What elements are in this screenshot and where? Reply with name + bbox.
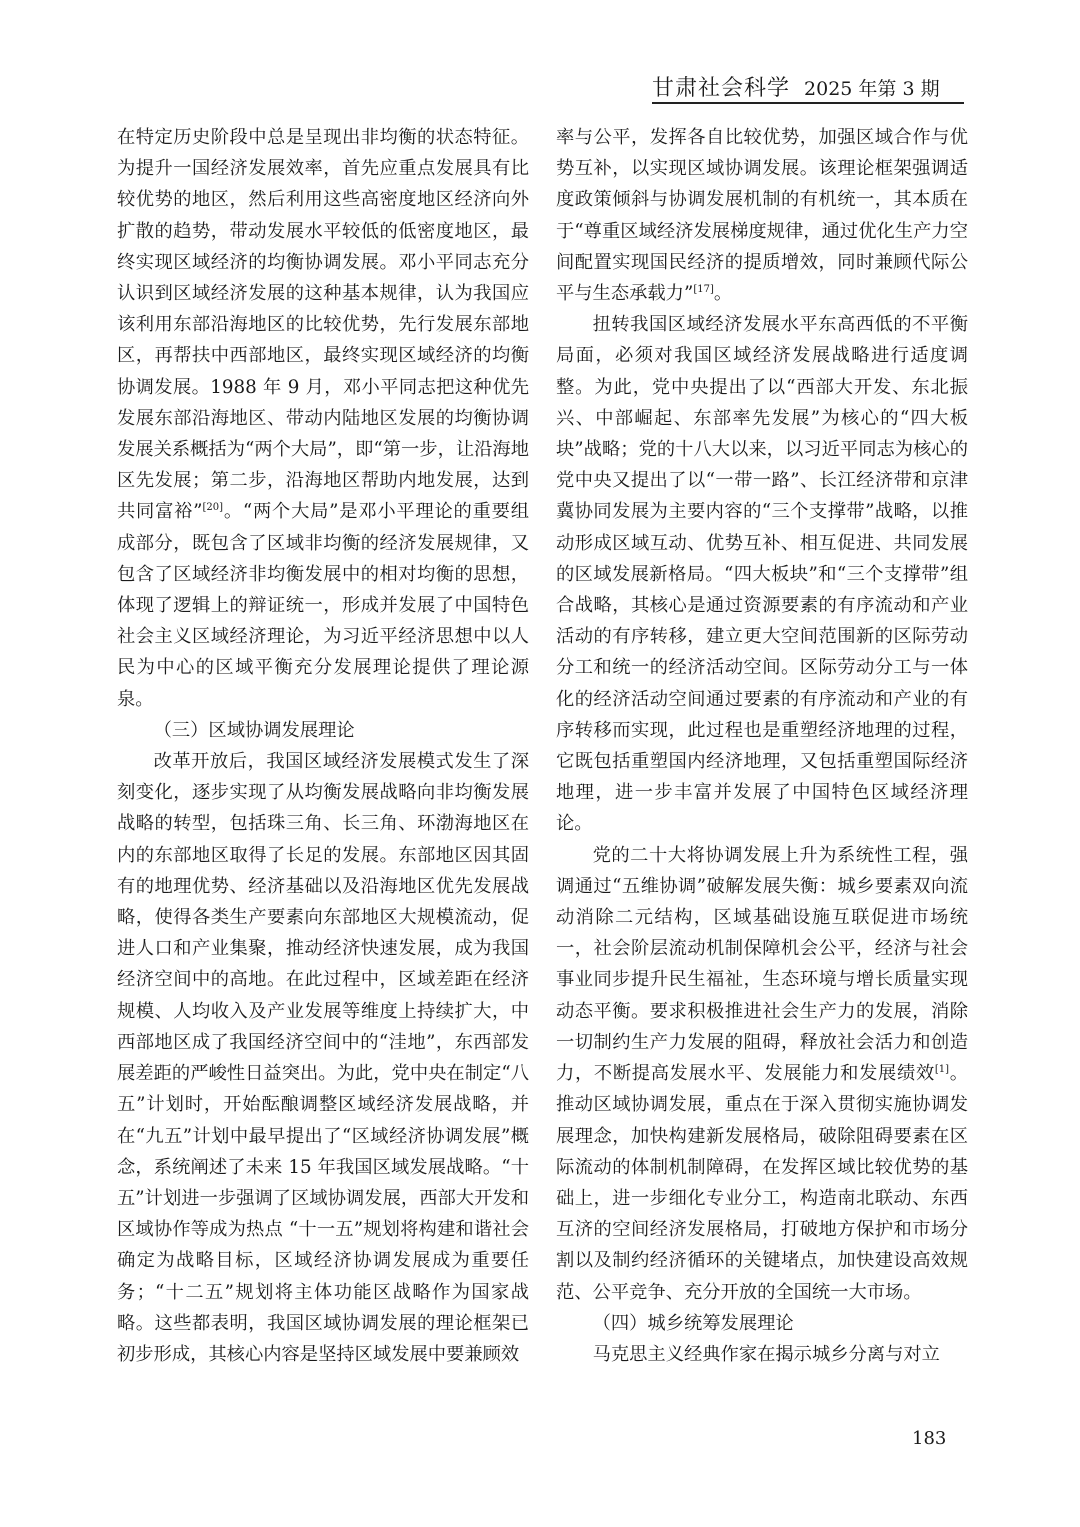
citation-ref: [1]: [934, 1064, 950, 1075]
paragraph: 率与公平，发挥各自比较优势，加强区域合作与优势互补，以实现区域协调发展。该理论框架强调适度政策倾斜与协调发展机制的有机统一，其本质在于“尊重区域经济发展梯度规律，通过优化生产力空间配置实现国民经济的提质增效，同时兼顾代际公平与生态承载力”[17]。: [556, 127, 968, 305]
paragraph: 扭转我国区域经济发展水平东高西低的不平衡局面，必须对我国区域经济发展战略进行适度调整。为此，党中央提出了以“西部大开发、东北振兴、中部崛起、东部率先发展”为核心的“四大板块”战略；党的十八大以来，以习近平同志为核心的党中央又提出了以“一带一路”、长江经济带和京津冀协同发展为主要内容的“三个支撑带”战略，以推动形成区域互动、优势互补、相互促进、共同发展的区域发展新格局。“四大板块”和“三个支撑带”组合战略，其核心是通过资源要素的有序流动和产业活动的有序转移，建立更大空间范围新的区际劳动分工和统一的经济活动空间。区际劳动分工与一体化的经济活动空间通过要素的有序流动和产业的有序转移而实现，此过程也是重塑经济地理的过程，它既包括重塑国内经济地理，又包括重塑国际经济地理，进一步丰富并发展了中国特色区域经济理论。: [556, 314, 968, 835]
section-heading: （四）城乡统筹发展理论: [592, 1312, 794, 1334]
left-column: [117, 122, 529, 1370]
section-heading: （三）区域协调发展理论: [153, 719, 355, 741]
right-column: [556, 122, 968, 1370]
running-header: [652, 76, 964, 104]
citation-ref: [17]: [693, 283, 714, 295]
paragraph: 党的二十大将协调发展上升为系统性工程，强调通过“五维协调”破解发展失衡：城乡要素双向流动消除二元结构，区域基础设施互联促进市场统一，社会阶层流动机制保障机会公平，经济与社会事业同步提升民生福祉，生态环境与增长质量实现动态平衡。要求积极推进社会生产力的发展，消除一切制约生产力发展的阻碍，释放社会活力和创造力，不断提高发展水平、发展能力和发展绩效[1]。推动区域协调发展，重点在于深入贯彻实施协调发展理念，加快构建新发展格局，破除阻碍要素在区际流动的体制机制障碍，在发挥区域比较优势的基础上，进一步细化专业分工，构造南北联动、东西互济的空间经济发展格局，打破地方保护和市场分割以及制约经济循环的关键堵点，加快建设高效规范、公平竞争、充分开放的全国统一大市场。: [556, 844, 969, 1303]
paragraph: 马克思主义经典作家在揭示城乡分离与对立: [592, 1343, 940, 1365]
citation-ref: [20]: [202, 502, 224, 514]
paragraph: 在特定历史阶段中总是呈现出非均衡的状态特征。为提升一国经济发展效率，首先应重点发展具有比较优势的地区，然后利用这些高密度地区经济向外扩散的趋势，带动发展水平较低的低密度地区，最终实现区域经济的均衡协调发展。邓小平同志充分认识到区域经济发展的这种基本规律，认为我国应该利用东部沿海地区的比较优势，先行发展东部地区，再帮扶中西部地区，最终实现区域经济的均衡协调发展。1988 年 9 月，邓小平同志把这种优先发展东部沿海地区、带动内陆地区发展的均衡协调发展关系概括为“两个大局”，即“第一步，让沿海地区先发展；第二步，沿海地区帮助内地发展，达到共同富裕”[20]。“两个大局”是邓小平理论的重要组成部分，既包含了区域非均衡的经济发展规律，又包含了区域经济非均衡发展中的相对均衡的思想，体现了逻辑上的辩证统一，形成并发展了中国特色社会主义区域经济理论，为习近平经济思想中以人民为中心的区域平衡充分发展理论提供了理论源泉。: [117, 127, 529, 710]
journal-title: 甘肃社会科学: [652, 76, 791, 101]
page-number: 183: [912, 1428, 947, 1449]
paragraph: 改革开放后，我国区域经济发展模式发生了深刻变化，逐步实现了从均衡发展战略向非均衡发展战略的转型，包括珠三角、长三角、环渤海地区在内的东部地区取得了长足的发展。东部地区因其固有的地理优势、经济基础以及沿海地区优先发展战略，使得各类生产要素向东部地区大规模流动，促进人口和产业集聚，推动经济快速发展，成为我国经济空间中的高地。在此过程中，区域差距在经济规模、人均收入及产业发展等维度上持续扩大，中西部地区成了我国经济空间中的“洼地”，东西部发展差距的严峻性日益突出。为此，党中央在制定“八五”计划时，开始酝酿调整区域经济发展战略，并在“九五”计划中最早提出了“区域经济协调发展”概念，系统阐述了未来 15 年我国区域发展战略。“十五”计划进一步强调了区域协调发展，西部大开发和区域协作等成为热点 “十一五”规划将构建和谐社会确定为战略目标，区域经济协调发展成为重要任务；“十二五”规划将主体功能区战略作为国家战略。这些都表明，我国区域协调发展的理论框架已初步形成，其核心内容是坚持区域发展中要兼顾效: [117, 751, 529, 1365]
issue-label: 2025 年第 3 期: [804, 78, 940, 100]
